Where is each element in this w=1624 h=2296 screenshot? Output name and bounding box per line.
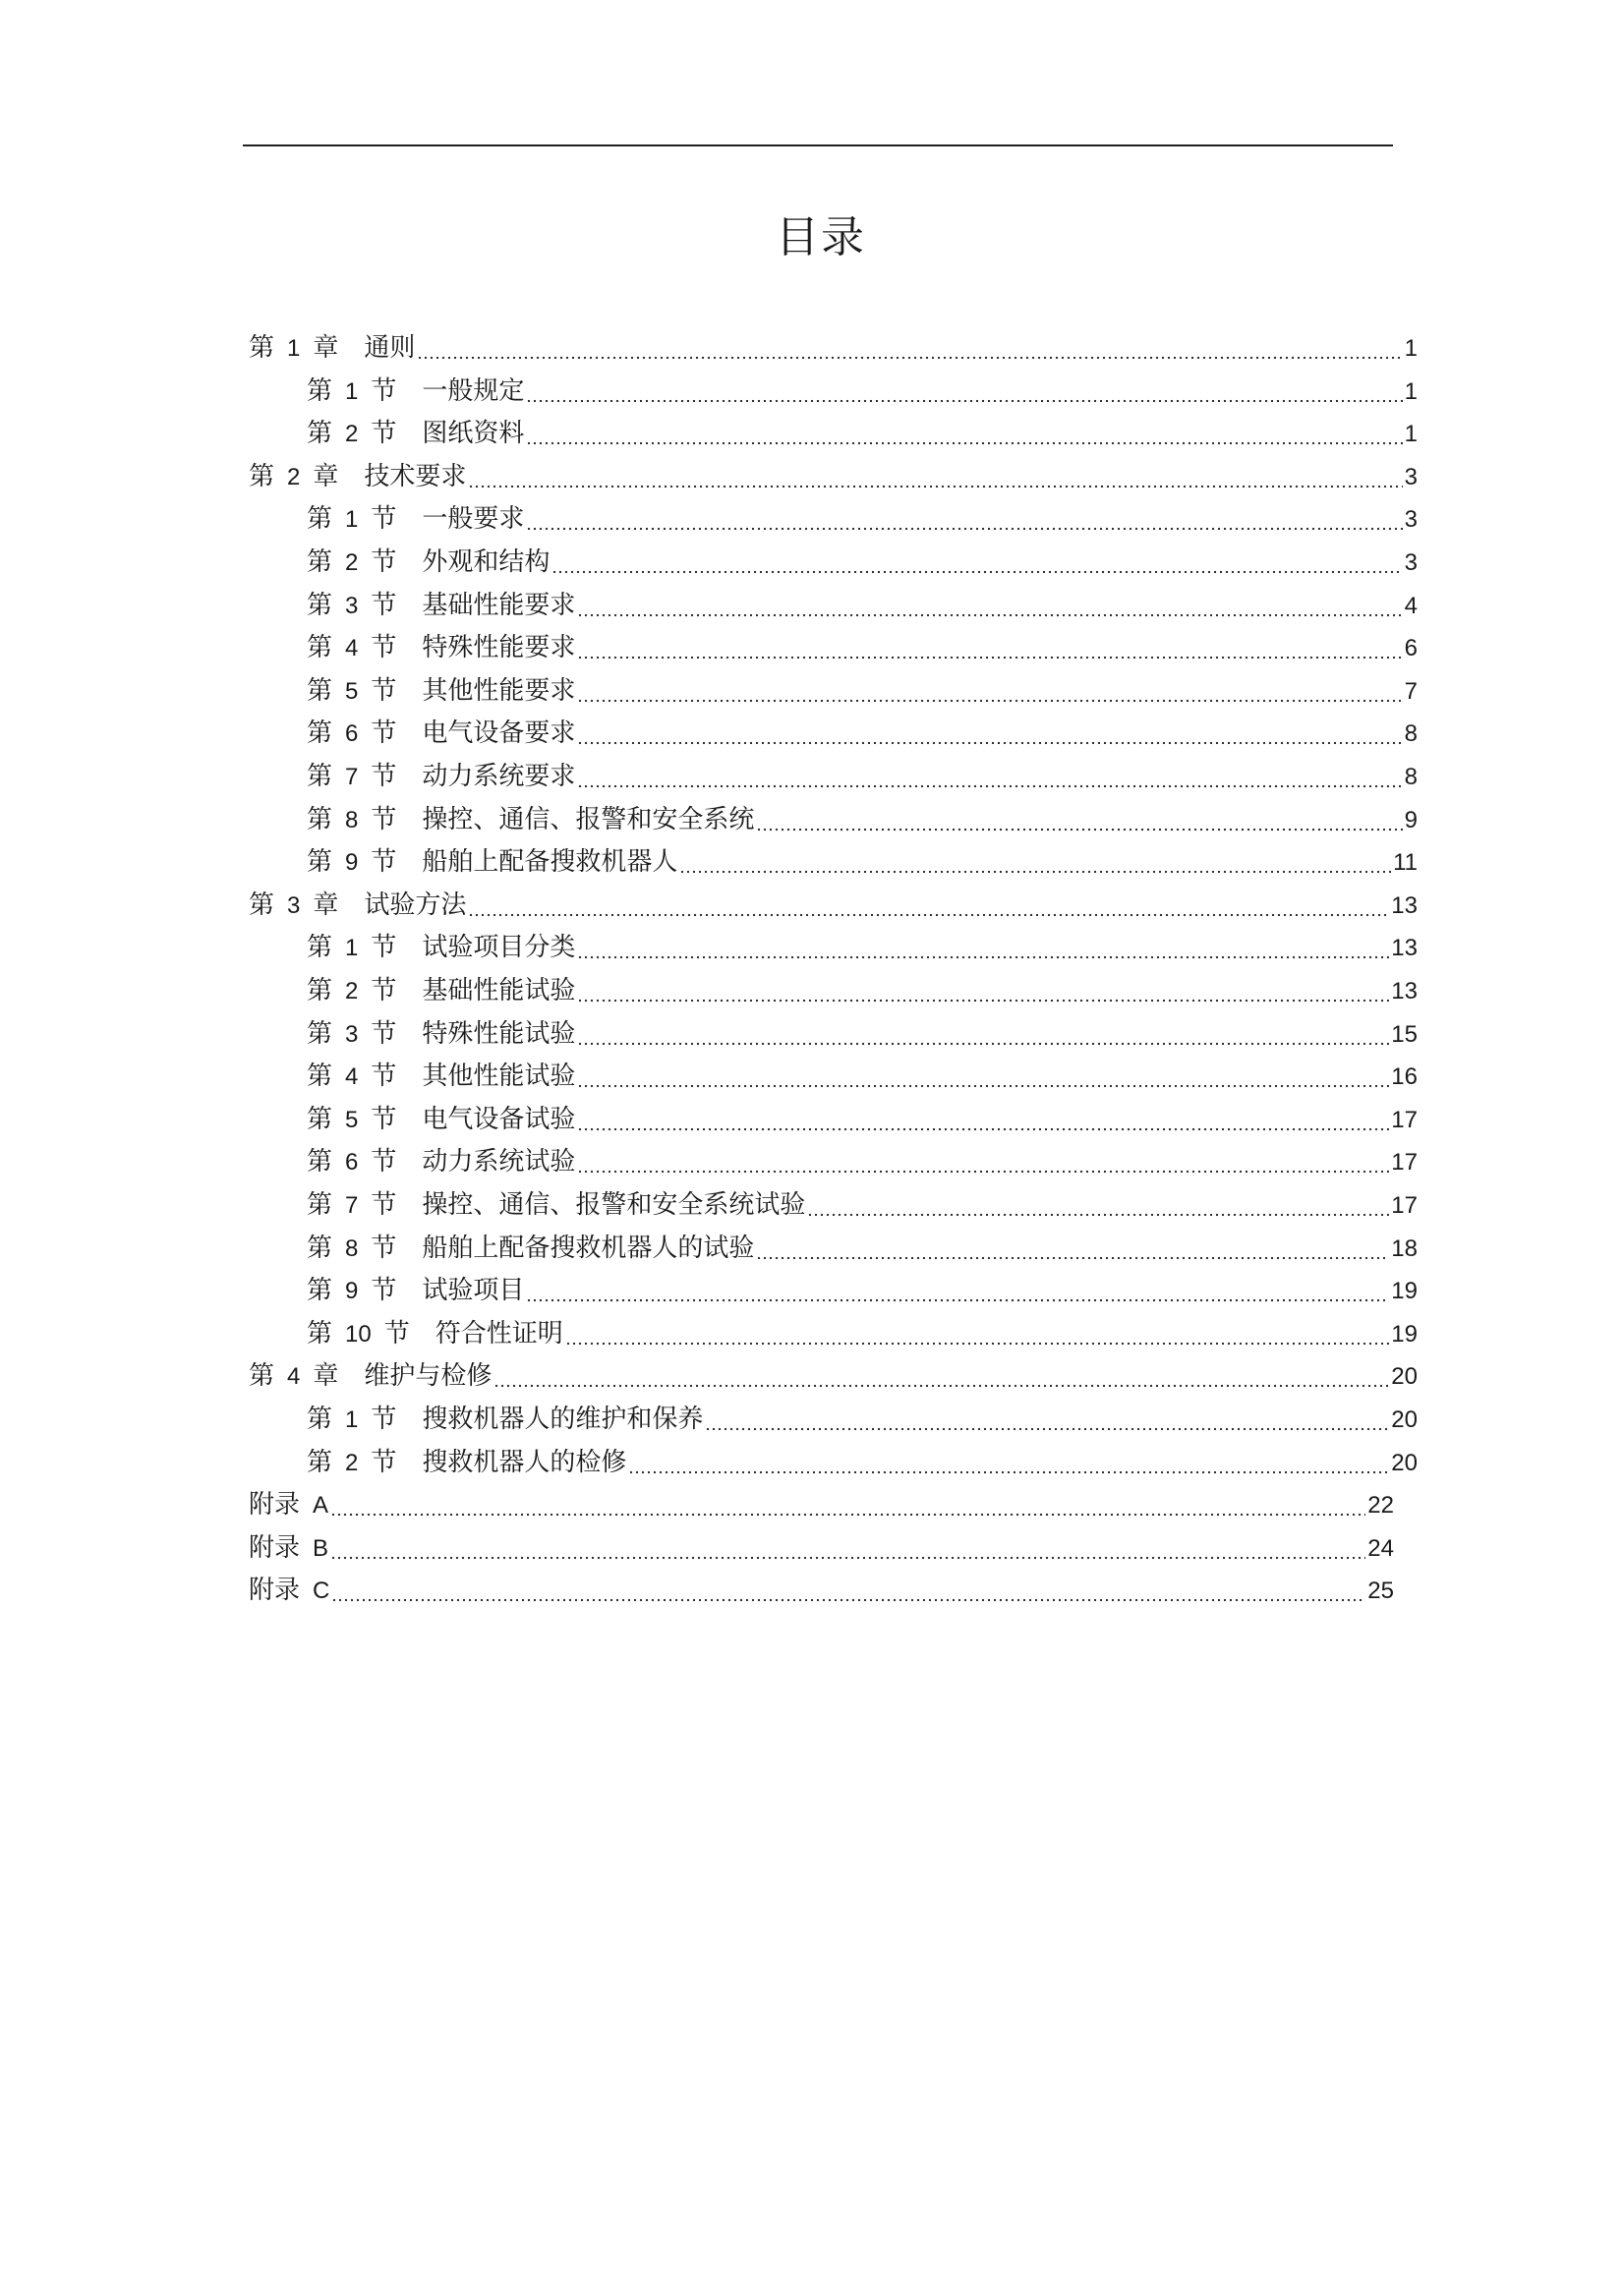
toc-entry-heading	[307, 1443, 626, 1483]
toc-entry-number: 7	[345, 764, 359, 790]
toc-entry-heading	[307, 1014, 575, 1055]
toc-entry-unit: 节	[371, 1147, 397, 1177]
toc-entry-heading	[249, 457, 466, 497]
toc-entry-heading	[307, 928, 575, 968]
toc-entry-prefix: 第	[249, 461, 275, 491]
toc-entry-prefix: 附录	[249, 1490, 301, 1521]
toc-entry-title: 操控、通信、报警和安全系统试验	[422, 1190, 806, 1220]
toc-entry-number: 3	[287, 891, 301, 919]
toc-entry-number: A	[313, 1492, 329, 1520]
header-rule	[243, 144, 1393, 146]
toc-section-entry[interactable]	[307, 1058, 1418, 1097]
toc-entry-title: 其他性能要求	[422, 675, 576, 706]
toc-page-number: 13	[1391, 891, 1418, 919]
toc-dot-leader	[526, 1298, 1389, 1302]
toc-entry-number: 6	[345, 1149, 359, 1177]
toc-entry-title: 图纸资料	[422, 419, 525, 449]
toc-section-entry[interactable]	[307, 1401, 1418, 1440]
toc-entry-heading	[307, 671, 575, 712]
toc-entry-unit: 节	[371, 847, 397, 878]
toc-entry-heading	[307, 1400, 703, 1440]
toc-entry-number: 4	[345, 1063, 359, 1091]
toc-page-number: 19	[1391, 1278, 1418, 1305]
toc-entry-title: 搜救机器人的维护和保养	[422, 1405, 704, 1434]
toc-entry-title: 维护与检修	[364, 1361, 493, 1392]
toc-dot-leader	[526, 441, 1402, 445]
toc-entry-heading	[307, 1314, 563, 1354]
toc-entry-title: 特殊性能要求	[422, 633, 576, 663]
toc-section-entry[interactable]	[307, 415, 1418, 454]
toc-entry-prefix: 第	[307, 1405, 333, 1434]
toc-entry-number: 9	[345, 1278, 359, 1305]
toc-dot-leader	[468, 485, 1402, 488]
toc-page-number: 22	[1367, 1492, 1394, 1520]
toc-entry-prefix: 第	[307, 804, 333, 834]
page-title: 目录	[776, 212, 866, 262]
toc-entry-title: 试验方法	[364, 890, 467, 920]
toc-entry-prefix: 第	[249, 890, 275, 920]
toc-entry-number: 6	[345, 720, 359, 748]
toc-dot-leader	[577, 613, 1402, 617]
toc-entry-number: 7	[345, 1192, 359, 1219]
toc-entry-heading	[307, 499, 524, 540]
toc-dot-leader	[577, 699, 1402, 703]
toc-page-number: 3	[1404, 549, 1418, 576]
toc-entry-heading	[249, 1528, 328, 1569]
toc-entry-prefix: 第	[307, 504, 333, 535]
toc-dot-leader	[551, 570, 1402, 574]
toc-entry-heading	[307, 714, 575, 754]
toc-entry-number: 1	[287, 335, 301, 362]
toc-entry-heading	[307, 1271, 524, 1311]
toc-page-number: 25	[1367, 1578, 1394, 1605]
toc-entry-heading	[307, 971, 575, 1011]
toc-entry-unit: 章	[313, 461, 339, 491]
toc-entry-prefix: 第	[307, 718, 333, 749]
toc-dot-leader	[577, 1170, 1389, 1174]
toc-entry-heading	[249, 1571, 329, 1611]
toc-entry-prefix: 第	[307, 1062, 333, 1092]
toc-dot-leader	[565, 1342, 1390, 1346]
toc-entry-title: 试验项目	[422, 1276, 525, 1306]
toc-entry-number: 1	[345, 506, 359, 534]
toc-entry-prefix: 第	[307, 1318, 333, 1349]
toc-page-number: 20	[1391, 1449, 1418, 1476]
toc-chapter-entry[interactable]	[249, 1357, 1418, 1397]
toc-entry-title: 船舶上配备搜救机器人的试验	[422, 1233, 755, 1263]
toc-section-entry[interactable]	[307, 758, 1418, 797]
toc-entry-title: 一般要求	[422, 504, 525, 535]
toc-page-number: 3	[1404, 506, 1418, 534]
toc-entry-prefix: 第	[307, 590, 333, 620]
toc-page-number: 16	[1391, 1063, 1418, 1091]
toc-entry-prefix: 第	[307, 1190, 333, 1220]
toc-entry-title: 动力系统要求	[422, 762, 576, 791]
toc-entry-prefix: 第	[307, 633, 333, 663]
toc-entry-heading	[307, 628, 575, 668]
toc-page-number: 20	[1391, 1406, 1418, 1433]
toc-entry-prefix: 第	[307, 419, 333, 449]
toc-dot-leader	[577, 1042, 1389, 1046]
toc-entry-heading	[307, 1100, 575, 1140]
toc-dot-leader	[577, 656, 1402, 660]
toc-section-entry[interactable]	[307, 1143, 1418, 1182]
toc-page-number: 17	[1391, 1192, 1418, 1219]
toc-entry-prefix: 第	[307, 547, 333, 577]
toc-dot-leader	[493, 1384, 1389, 1388]
toc-entry-heading	[307, 1142, 575, 1182]
toc-section-entry[interactable]	[307, 1272, 1418, 1311]
toc-entry-unit: 节	[371, 419, 397, 449]
toc-entry-number: B	[313, 1534, 329, 1562]
toc-chapter-entry[interactable]	[249, 458, 1418, 497]
toc-entry-title: 电气设备要求	[422, 718, 576, 749]
toc-entry-unit: 节	[371, 590, 397, 620]
toc-entry-unit: 节	[371, 504, 397, 535]
toc-entry-heading	[249, 328, 415, 369]
toc-dot-leader	[468, 913, 1389, 917]
toc-dot-leader	[417, 356, 1402, 360]
toc-page-number: 13	[1391, 978, 1418, 1004]
toc-chapter-entry[interactable]	[249, 329, 1418, 369]
toc-page-number: 3	[1404, 463, 1418, 490]
toc-entry-unit: 章	[313, 1361, 339, 1392]
toc-entry-heading	[307, 414, 524, 454]
toc-entry-unit: 节	[383, 1318, 410, 1349]
toc-entry-title: 基础性能要求	[422, 590, 576, 620]
toc-page-number: 1	[1404, 377, 1418, 405]
toc-page-number: 11	[1393, 849, 1418, 877]
toc-entry-prefix: 第	[307, 762, 333, 791]
toc-entry-heading	[307, 800, 754, 840]
toc-appendix-entry[interactable]	[249, 1572, 1394, 1611]
toc-entry-unit: 节	[371, 1018, 397, 1049]
toc-entry-prefix: 第	[307, 1147, 333, 1177]
toc-section-entry[interactable]	[307, 1101, 1418, 1140]
toc-dot-leader	[577, 1084, 1389, 1088]
toc-page-number: 19	[1391, 1320, 1418, 1348]
toc-entry-title: 技术要求	[364, 461, 467, 491]
toc-entry-unit: 节	[371, 1405, 397, 1434]
toc-entry-prefix: 第	[307, 375, 333, 406]
toc-entry-number: 3	[345, 1020, 359, 1048]
toc-entry-unit: 节	[371, 1447, 397, 1477]
toc-entry-unit: 节	[371, 976, 397, 1005]
toc-dot-leader	[526, 399, 1402, 403]
toc-entry-title: 电气设备试验	[422, 1104, 576, 1134]
toc-section-entry[interactable]	[307, 715, 1418, 754]
toc-entry-heading	[307, 1057, 575, 1097]
toc-entry-unit: 节	[371, 1062, 397, 1092]
toc-entry-heading	[249, 1356, 492, 1397]
toc-entry-heading	[307, 543, 550, 583]
toc-entry-unit: 节	[371, 804, 397, 834]
toc-entry-title: 船舶上配备搜救机器人	[422, 847, 678, 878]
toc-entry-number: 9	[345, 849, 359, 877]
toc-section-entry[interactable]	[307, 500, 1418, 540]
toc-section-entry[interactable]	[307, 373, 1418, 412]
toc-section-entry[interactable]	[307, 587, 1418, 626]
toc-entry-number: 5	[345, 1106, 359, 1133]
toc-dot-leader	[330, 1513, 1365, 1517]
toc-entry-number: 8	[345, 806, 359, 833]
toc-dot-leader	[679, 870, 1391, 874]
toc-dot-leader	[577, 955, 1389, 959]
toc-page-number: 17	[1391, 1106, 1418, 1133]
toc-entry-number: 5	[345, 677, 359, 705]
toc-dot-leader	[330, 1556, 1365, 1560]
toc-page-number: 24	[1367, 1534, 1394, 1562]
toc-dot-leader	[577, 784, 1402, 788]
toc-entry-number: C	[313, 1578, 330, 1605]
toc-dot-leader	[577, 741, 1402, 745]
toc-entry-prefix: 第	[307, 1104, 333, 1134]
toc-page-number: 8	[1404, 720, 1418, 748]
toc-page-number: 1	[1404, 335, 1418, 362]
toc-entry-title: 一般规定	[422, 375, 525, 406]
toc-entry-unit: 节	[371, 675, 397, 706]
toc-section-entry[interactable]	[307, 801, 1418, 840]
toc-entry-unit: 节	[371, 1190, 397, 1220]
toc-entry-number: 3	[345, 592, 359, 619]
toc-page-number: 6	[1404, 635, 1418, 662]
toc-entry-prefix: 第	[249, 1361, 275, 1392]
toc-entry-number: 10	[345, 1320, 372, 1348]
toc-entry-title: 外观和结构	[422, 547, 551, 577]
toc-entry-heading	[249, 886, 466, 926]
toc-section-entry[interactable]	[307, 1015, 1418, 1055]
toc-page-number: 7	[1404, 677, 1418, 705]
toc-entry-number: 1	[345, 1406, 359, 1433]
toc-entry-number: 2	[345, 549, 359, 576]
toc-entry-number: 2	[287, 463, 301, 490]
toc-entry-unit: 节	[371, 1104, 397, 1134]
toc-entry-number: 1	[345, 377, 359, 405]
toc-entry-heading	[307, 586, 575, 626]
toc-entry-number: 8	[345, 1234, 359, 1262]
toc-dot-leader	[628, 1470, 1389, 1474]
toc-dot-leader	[526, 527, 1402, 531]
toc-entry-prefix: 第	[307, 1276, 333, 1306]
toc-entry-unit: 节	[371, 718, 397, 749]
toc-entry-prefix: 附录	[249, 1532, 301, 1563]
toc-entry-title: 试验项目分类	[422, 933, 576, 963]
toc-entry-prefix: 第	[249, 333, 275, 363]
toc-entry-number: 4	[287, 1363, 301, 1391]
toc-entry-unit: 章	[313, 333, 339, 363]
toc-section-entry[interactable]	[307, 972, 1418, 1011]
toc-page-number: 20	[1391, 1363, 1418, 1391]
toc-entry-prefix: 第	[307, 933, 333, 963]
toc-page-number: 17	[1391, 1149, 1418, 1177]
toc-entry-unit: 节	[371, 762, 397, 791]
toc-page-number: 4	[1404, 592, 1418, 619]
toc-section-entry[interactable]	[307, 1230, 1418, 1269]
toc-entry-heading	[307, 1229, 754, 1269]
toc-entry-prefix: 第	[307, 1018, 333, 1049]
toc-dot-leader	[807, 1213, 1389, 1217]
toc-entry-title: 特殊性能试验	[422, 1018, 576, 1049]
toc-dot-leader	[705, 1427, 1389, 1431]
toc-section-entry[interactable]	[307, 672, 1418, 712]
toc-entry-title: 其他性能试验	[422, 1062, 576, 1092]
toc-page-number: 15	[1391, 1020, 1418, 1048]
toc-section-entry[interactable]	[307, 1444, 1418, 1483]
toc-entry-title: 操控、通信、报警和安全系统	[422, 804, 755, 834]
toc-entry-title: 通则	[364, 333, 416, 363]
toc-entry-number: 4	[345, 635, 359, 662]
toc-entry-heading	[307, 1185, 805, 1226]
toc-entry-unit: 节	[371, 1233, 397, 1263]
toc-appendix-entry[interactable]	[249, 1486, 1394, 1525]
toc-page-number: 9	[1404, 806, 1418, 833]
toc-entry-prefix: 第	[307, 1447, 333, 1477]
toc-dot-leader	[577, 1127, 1389, 1131]
toc-entry-unit: 节	[371, 375, 397, 406]
toc-entry-heading	[307, 757, 575, 797]
toc-dot-leader	[331, 1598, 1365, 1602]
toc-entry-prefix: 第	[307, 976, 333, 1005]
toc-entry-title: 动力系统试验	[422, 1147, 576, 1177]
toc-section-entry[interactable]	[307, 1315, 1418, 1354]
toc-entry-unit: 节	[371, 633, 397, 663]
toc-entry-title: 基础性能试验	[422, 976, 576, 1005]
toc-dot-leader	[756, 1256, 1389, 1260]
toc-section-entry[interactable]	[307, 629, 1418, 668]
toc-entry-title: 搜救机器人的检修	[422, 1447, 627, 1477]
toc-page-number: 18	[1391, 1234, 1418, 1262]
toc-dot-leader	[756, 828, 1402, 832]
toc-entry-heading	[307, 372, 524, 412]
toc-entry-unit: 节	[371, 933, 397, 963]
toc-entry-heading	[249, 1485, 328, 1525]
toc-entry-number: 1	[345, 935, 359, 962]
toc-entry-prefix: 附录	[249, 1576, 301, 1606]
toc-entry-unit: 节	[371, 547, 397, 577]
toc-entry-number: 2	[345, 978, 359, 1004]
toc-page-number: 13	[1391, 935, 1418, 962]
toc-entry-title: 符合性证明	[435, 1318, 563, 1349]
toc-chapter-entry[interactable]	[249, 887, 1418, 926]
toc-entry-unit: 节	[371, 1276, 397, 1306]
toc-entry-number: 2	[345, 1449, 359, 1476]
toc-entry-unit: 章	[313, 890, 339, 920]
toc-page-number: 1	[1404, 421, 1418, 448]
toc-entry-prefix: 第	[307, 1233, 333, 1263]
toc-entry-prefix: 第	[307, 675, 333, 706]
toc-dot-leader	[577, 999, 1389, 1003]
toc-entry-number: 2	[345, 421, 359, 448]
toc-entry-heading	[307, 842, 677, 883]
toc-page-number: 8	[1404, 764, 1418, 790]
toc-section-entry[interactable]	[307, 544, 1418, 583]
toc-section-entry[interactable]	[307, 843, 1418, 883]
toc-appendix-entry[interactable]	[249, 1529, 1394, 1569]
toc-section-entry[interactable]	[307, 1186, 1418, 1226]
toc-entry-prefix: 第	[307, 847, 333, 878]
toc-section-entry[interactable]	[307, 929, 1418, 968]
